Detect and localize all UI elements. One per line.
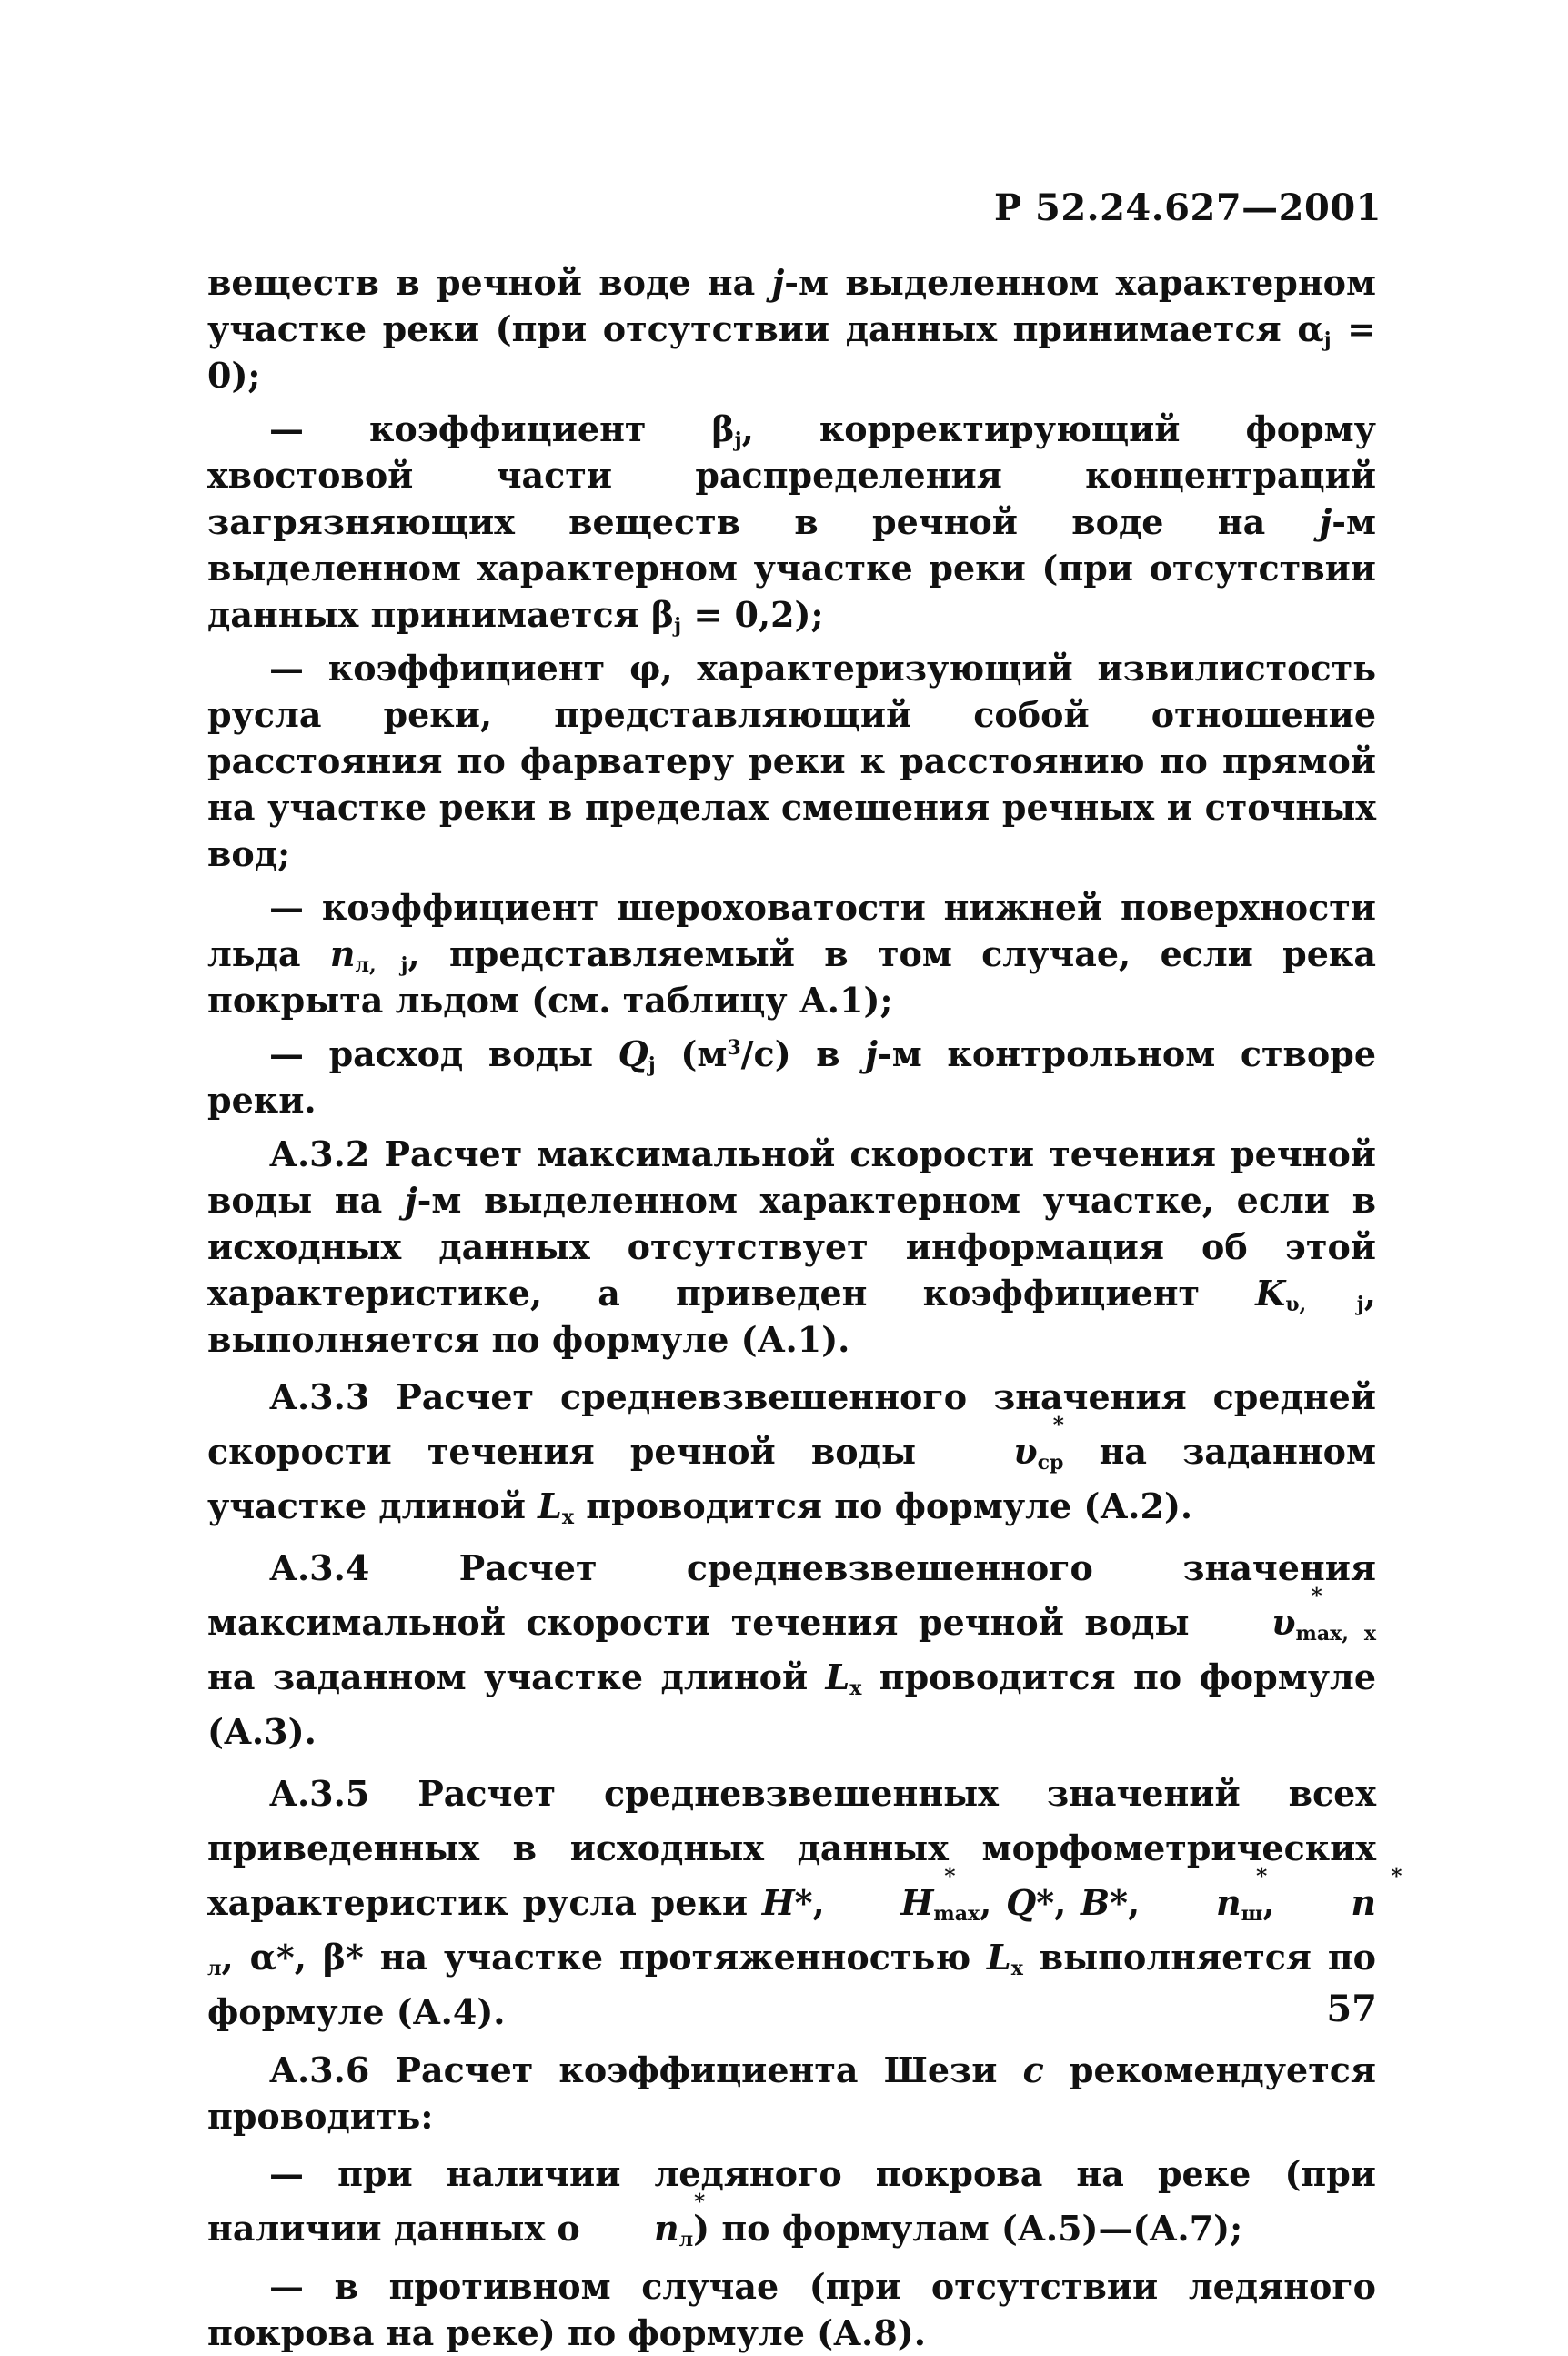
- text-run: = 0,2);: [681, 594, 824, 635]
- subscript: max, x: [1295, 1622, 1377, 1646]
- text-run: проводится по формуле (А.2).: [574, 1485, 1193, 1526]
- starred-symbol-letter: n: [653, 2208, 679, 2249]
- text-run: , представляемый в том случае, если река покрыта льдом (см. таблицу А.1);: [207, 933, 1376, 1021]
- text-run: *,: [1036, 1882, 1081, 1923]
- text-run: проводится по формуле (А.3).: [207, 1656, 1376, 1752]
- document-code-header: Р 52.24.627—2001: [993, 186, 1382, 229]
- math-symbol: B: [1081, 1882, 1111, 1923]
- paragraph-p6: [207, 1131, 1376, 1363]
- starred-symbol: [1154, 1862, 1268, 1930]
- text-run: А.3.6 Расчет коэффициента Шези: [269, 2049, 1023, 2090]
- math-symbol: H: [761, 1882, 795, 1923]
- text-run: -м выделенном характерном участке реки (при отсутствии данных принимается: [207, 262, 1376, 349]
- starred-symbol: [1289, 1862, 1402, 1930]
- subscript: x: [849, 1676, 862, 1701]
- text-run: ) по формулам (А.5)—(А.7);: [693, 2208, 1243, 2249]
- subscript: υ, j: [1285, 1293, 1364, 1317]
- starred-symbol-letter: H: [900, 1882, 934, 1923]
- starred-symbol: [592, 2188, 706, 2256]
- body-text: [207, 259, 1402, 2356]
- subscript: ср: [1037, 1451, 1064, 1475]
- text-run: А.3.5 Расчет средневзвешенных значений всех приведенных в исходных данных морфометрических характеристик русла реки: [207, 1773, 1376, 1923]
- subscript: x: [1010, 1957, 1023, 1981]
- starred-symbol-letter: υ: [1271, 1602, 1296, 1643]
- text-run: А.3.2 Расчет максимальной скорости течения речной воды на: [207, 1133, 1376, 1221]
- math-symbol: j: [865, 1033, 879, 1074]
- asterisk-mark: *: [1256, 1862, 1268, 1888]
- asterisk-mark: *: [944, 1862, 956, 1888]
- math-symbol: L: [538, 1485, 562, 1526]
- text-run: — расход воды: [269, 1033, 618, 1074]
- paragraph-p3: [207, 645, 1376, 877]
- text-run: , выполняется по формуле (А.1).: [207, 1273, 1376, 1360]
- math-symbol: Q: [618, 1033, 648, 1074]
- text-run: , α*, β* на участке протяженностью: [221, 1937, 988, 1978]
- page-number: 57: [1326, 1988, 1377, 2030]
- starred-symbol-letter: n: [1351, 1882, 1376, 1923]
- asterisk-mark: *: [1391, 1862, 1402, 1888]
- starred-symbol-letter: υ: [1013, 1431, 1038, 1472]
- subscript: max: [933, 1902, 980, 1927]
- math-symbol: Q: [1006, 1882, 1037, 1923]
- text-run: /с) в: [740, 1033, 866, 1074]
- math-symbol: c: [1022, 2049, 1044, 2090]
- math-symbol: j: [771, 262, 785, 303]
- math-symbol: n: [329, 933, 356, 974]
- math-symbol: K: [1255, 1273, 1286, 1314]
- math-symbol: L: [825, 1656, 850, 1697]
- text-run: — коэффициент шероховатости нижней поверхности льда: [207, 887, 1376, 974]
- paragraph-p7: [207, 1370, 1376, 1534]
- paragraph-p5: [207, 1031, 1376, 1123]
- text-run: рекомендуется проводить:: [207, 2049, 1376, 2137]
- superscript: 3: [727, 1035, 741, 1060]
- starred-symbol: [1210, 1582, 1322, 1650]
- text-run: (м: [655, 1033, 728, 1074]
- text-run: А.3.4 Расчет средневзвешенного значения максимальной скорости течения речной воды: [207, 1547, 1376, 1643]
- asterisk-mark: *: [1052, 1411, 1064, 1437]
- text-run: веществ в речной воде на: [207, 262, 772, 303]
- text-run: -м выделенном характерном участке реки (при отсутствии данных принимается β: [207, 501, 1376, 635]
- paragraph-p11: [207, 2147, 1376, 2256]
- text-run: — в противном случае (при отсутствии ледяного покрова на реке) по формуле (А.8).: [207, 2266, 1376, 2353]
- subscript: л: [678, 2228, 694, 2252]
- asterisk-mark: *: [693, 2188, 706, 2214]
- math-symbol: j: [404, 1180, 417, 1221]
- paragraph-p10: [207, 2047, 1376, 2140]
- paragraph-p12: [207, 2263, 1376, 2356]
- subscript: j: [1323, 328, 1332, 353]
- text-run: , корректирующий форму хвостовой части распределения концентраций загрязняющих веществ в речной воде на: [207, 408, 1376, 542]
- subscript: x: [561, 1505, 575, 1530]
- text-run: *,: [1110, 1882, 1155, 1923]
- text-run: α: [1297, 308, 1324, 349]
- text-run: ,: [1262, 1882, 1290, 1923]
- starred-symbol: [839, 1862, 956, 1930]
- subscript: ш: [1241, 1902, 1263, 1927]
- subscript: л: [207, 1957, 222, 1981]
- paragraph-p1: [207, 259, 1376, 398]
- text-run: -м выделенном характерном участке, если в исходных данных отсутствует информация об этой характеристике, а приведен коэффициент: [207, 1180, 1376, 1314]
- text-run: А.3.3 Расчет средневзвешенного значения средней скорости течения речной воды: [207, 1376, 1376, 1472]
- text-run: ,: [980, 1882, 1007, 1923]
- subscript: j: [648, 1053, 656, 1078]
- text-run: на заданном участке длиной: [207, 1656, 826, 1697]
- starred-symbol-letter: n: [1216, 1882, 1241, 1923]
- paragraph-p4: [207, 884, 1376, 1023]
- text-run: — коэффициент φ, характеризующий извилистость русла реки, представляющий собой отношение расстояния по фарватеру реки к расстоянию по прямой на участке реки в пределах смешения речных и сточных вод;: [207, 648, 1376, 874]
- paragraph-p2: [207, 406, 1376, 638]
- subscript: л, j: [355, 953, 408, 978]
- math-symbol: L: [987, 1937, 1011, 1978]
- paragraph-p9: [207, 1767, 1402, 2039]
- subscript: j: [674, 614, 682, 639]
- text-run: — коэффициент β: [269, 408, 735, 449]
- text-run: на заданном участке длиной: [207, 1431, 1376, 1526]
- paragraph-p8: [207, 1541, 1376, 1759]
- text-run: выполняется по формуле (А.4).: [207, 1937, 1376, 2032]
- math-symbol: j: [1319, 501, 1332, 542]
- asterisk-mark: *: [1311, 1582, 1322, 1608]
- text-run: — при наличии ледяного покрова на реке (при наличии данных о: [207, 2153, 1376, 2249]
- subscript: j: [734, 428, 742, 453]
- text-run: *,: [794, 1882, 839, 1923]
- text-run: -м контрольном створе реки.: [207, 1033, 1377, 1121]
- text-run: = 0);: [207, 308, 1376, 396]
